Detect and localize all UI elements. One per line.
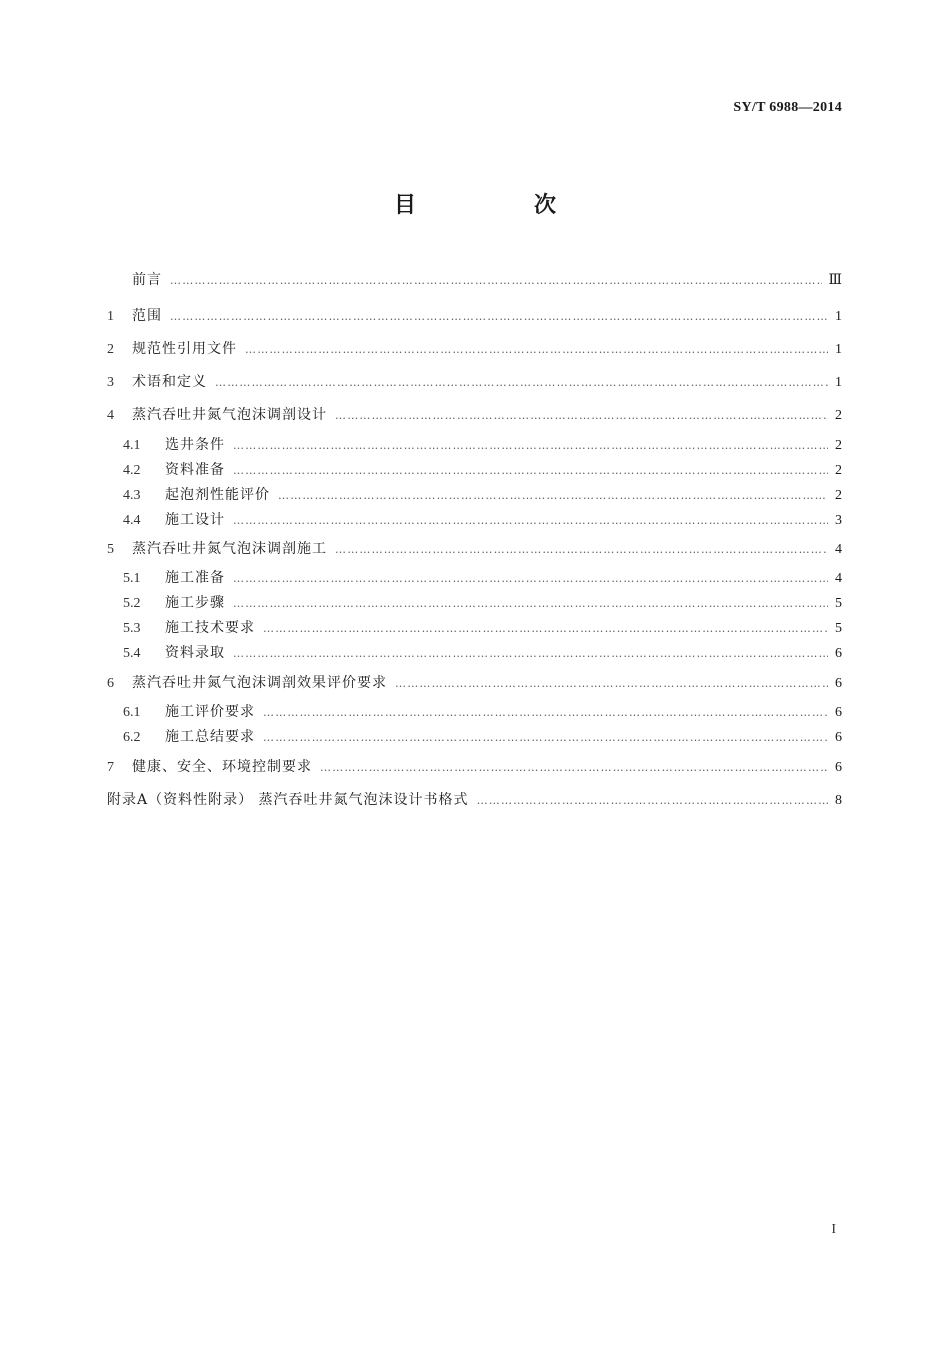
toc-leader-dots	[335, 540, 828, 560]
toc-leader-dots	[278, 486, 828, 506]
toc-leader-dots	[233, 511, 828, 531]
toc-entry-number: 2	[107, 342, 114, 357]
toc-entry-5-2[interactable]	[123, 593, 842, 613]
toc-entry-number: 4.2	[123, 463, 141, 478]
toc-entry-page: 2	[835, 438, 842, 453]
toc-entry-label: 施工设计	[165, 512, 225, 528]
toc-entry-page: Ⅲ	[828, 273, 842, 288]
toc-entry-page: 6	[835, 705, 842, 720]
toc-entry-label: 范围	[132, 308, 162, 324]
toc-entry-number: 1	[107, 309, 114, 324]
toc-entry-page: 1	[835, 375, 842, 390]
toc-entry-page: 4	[835, 571, 842, 586]
toc-entry-label: 蒸汽吞吐井氮气泡沫调剖设计	[132, 407, 327, 423]
toc-entry-label: 附录A（资料性附录） 蒸汽吞吐井氮气泡沫设计书格式	[107, 792, 469, 808]
toc-leader-dots	[215, 373, 828, 393]
toc-entry-page: 6	[835, 676, 842, 691]
toc-entry-label: 选井条件	[165, 437, 225, 453]
toc-entry-number: 6.2	[123, 730, 141, 745]
toc-entry-5-3[interactable]	[123, 618, 842, 638]
toc-entry-6[interactable]	[107, 673, 842, 693]
toc-leader-dots	[477, 791, 828, 811]
toc-entry-label: 施工准备	[165, 570, 225, 586]
toc-leader-dots	[263, 703, 828, 723]
toc-entry-page: 6	[835, 760, 842, 775]
toc-entry-6-2[interactable]	[123, 727, 842, 747]
toc-entry-label: 蒸汽吞吐井氮气泡沫调剖施工	[132, 541, 327, 557]
toc-entry-label: 施工总结要求	[165, 729, 255, 745]
toc-leader-dots	[233, 644, 828, 664]
toc-entry-page: 2	[835, 488, 842, 503]
toc-entry-page: 8	[835, 793, 842, 808]
toc-entry-label: 施工技术要求	[165, 620, 255, 636]
toc-entry-label: 施工评价要求	[165, 704, 255, 720]
toc-entry-page: 5	[835, 621, 842, 636]
toc-entry-number: 4.1	[123, 438, 141, 453]
toc-entry-label: 资料准备	[165, 462, 225, 478]
toc-entry-page: 6	[835, 730, 842, 745]
toc-entry-preface[interactable]	[107, 270, 842, 290]
toc-leader-dots	[335, 406, 828, 426]
toc-entry-appendix-a[interactable]	[107, 790, 842, 810]
toc-entry-label: 前言	[132, 272, 162, 288]
toc-leader-dots	[320, 758, 828, 778]
toc-entry-label: 规范性引用文件	[132, 341, 237, 357]
toc-entry-4-2[interactable]	[123, 460, 842, 480]
toc-entry-2[interactable]	[107, 339, 842, 359]
toc-title: 目 次	[393, 193, 604, 218]
toc-leader-dots	[233, 594, 828, 614]
toc-entry-4[interactable]	[107, 405, 842, 425]
toc-entry-4-1[interactable]	[123, 435, 842, 455]
toc-leader-dots	[170, 271, 822, 291]
toc-entry-page: 2	[835, 408, 842, 423]
toc-leader-dots	[233, 569, 828, 589]
toc-entry-page: 6	[835, 646, 842, 661]
toc-entry-6-1[interactable]	[123, 702, 842, 722]
toc-entry-number: 4.4	[123, 513, 141, 528]
toc-entry-4-3[interactable]	[123, 485, 842, 505]
toc-leader-dots	[263, 619, 828, 639]
toc-entry-number: 7	[107, 760, 114, 775]
standard-code: SY/T 6988—2014	[733, 100, 842, 115]
toc-entry-5[interactable]	[107, 539, 842, 559]
toc-entry-number: 5.3	[123, 621, 141, 636]
toc-entry-number: 4	[107, 408, 114, 423]
toc-entry-label: 起泡剂性能评价	[165, 487, 270, 503]
toc-entry-page: 1	[835, 342, 842, 357]
page-number: I	[831, 1222, 836, 1237]
toc-entry-label: 健康、安全、环境控制要求	[132, 759, 312, 775]
toc-entry-4-4[interactable]	[123, 510, 842, 530]
toc-entry-page: 2	[835, 463, 842, 478]
toc-entry-7[interactable]	[107, 757, 842, 777]
toc-entry-number: 6.1	[123, 705, 141, 720]
toc-entry-number: 6	[107, 676, 114, 691]
toc-entry-number: 5	[107, 542, 114, 557]
toc-entry-5-4[interactable]	[123, 643, 842, 663]
toc-entry-number: 3	[107, 375, 114, 390]
toc-leader-dots	[395, 674, 828, 694]
toc-entry-page: 1	[835, 309, 842, 324]
toc-entry-number: 5.2	[123, 596, 141, 611]
toc-entry-1[interactable]	[107, 306, 842, 326]
toc-entry-label: 术语和定义	[132, 374, 207, 390]
toc-entry-page: 3	[835, 513, 842, 528]
toc-leader-dots	[233, 461, 828, 481]
toc-leader-dots	[170, 307, 828, 327]
toc-leader-dots	[233, 436, 828, 456]
toc-entry-number: 5.4	[123, 646, 141, 661]
toc-entry-label: 资料录取	[165, 645, 225, 661]
toc-entry-label: 蒸汽吞吐井氮气泡沫调剖效果评价要求	[132, 675, 387, 691]
toc-entry-5-1[interactable]	[123, 568, 842, 588]
toc-entry-page: 4	[835, 542, 842, 557]
toc-entry-number: 4.3	[123, 488, 141, 503]
toc-entry-number: 5.1	[123, 571, 141, 586]
toc-leader-dots	[263, 728, 828, 748]
toc-entry-label: 施工步骤	[165, 595, 225, 611]
toc-entry-3[interactable]	[107, 372, 842, 392]
toc-entry-page: 5	[835, 596, 842, 611]
toc-leader-dots	[245, 340, 828, 360]
